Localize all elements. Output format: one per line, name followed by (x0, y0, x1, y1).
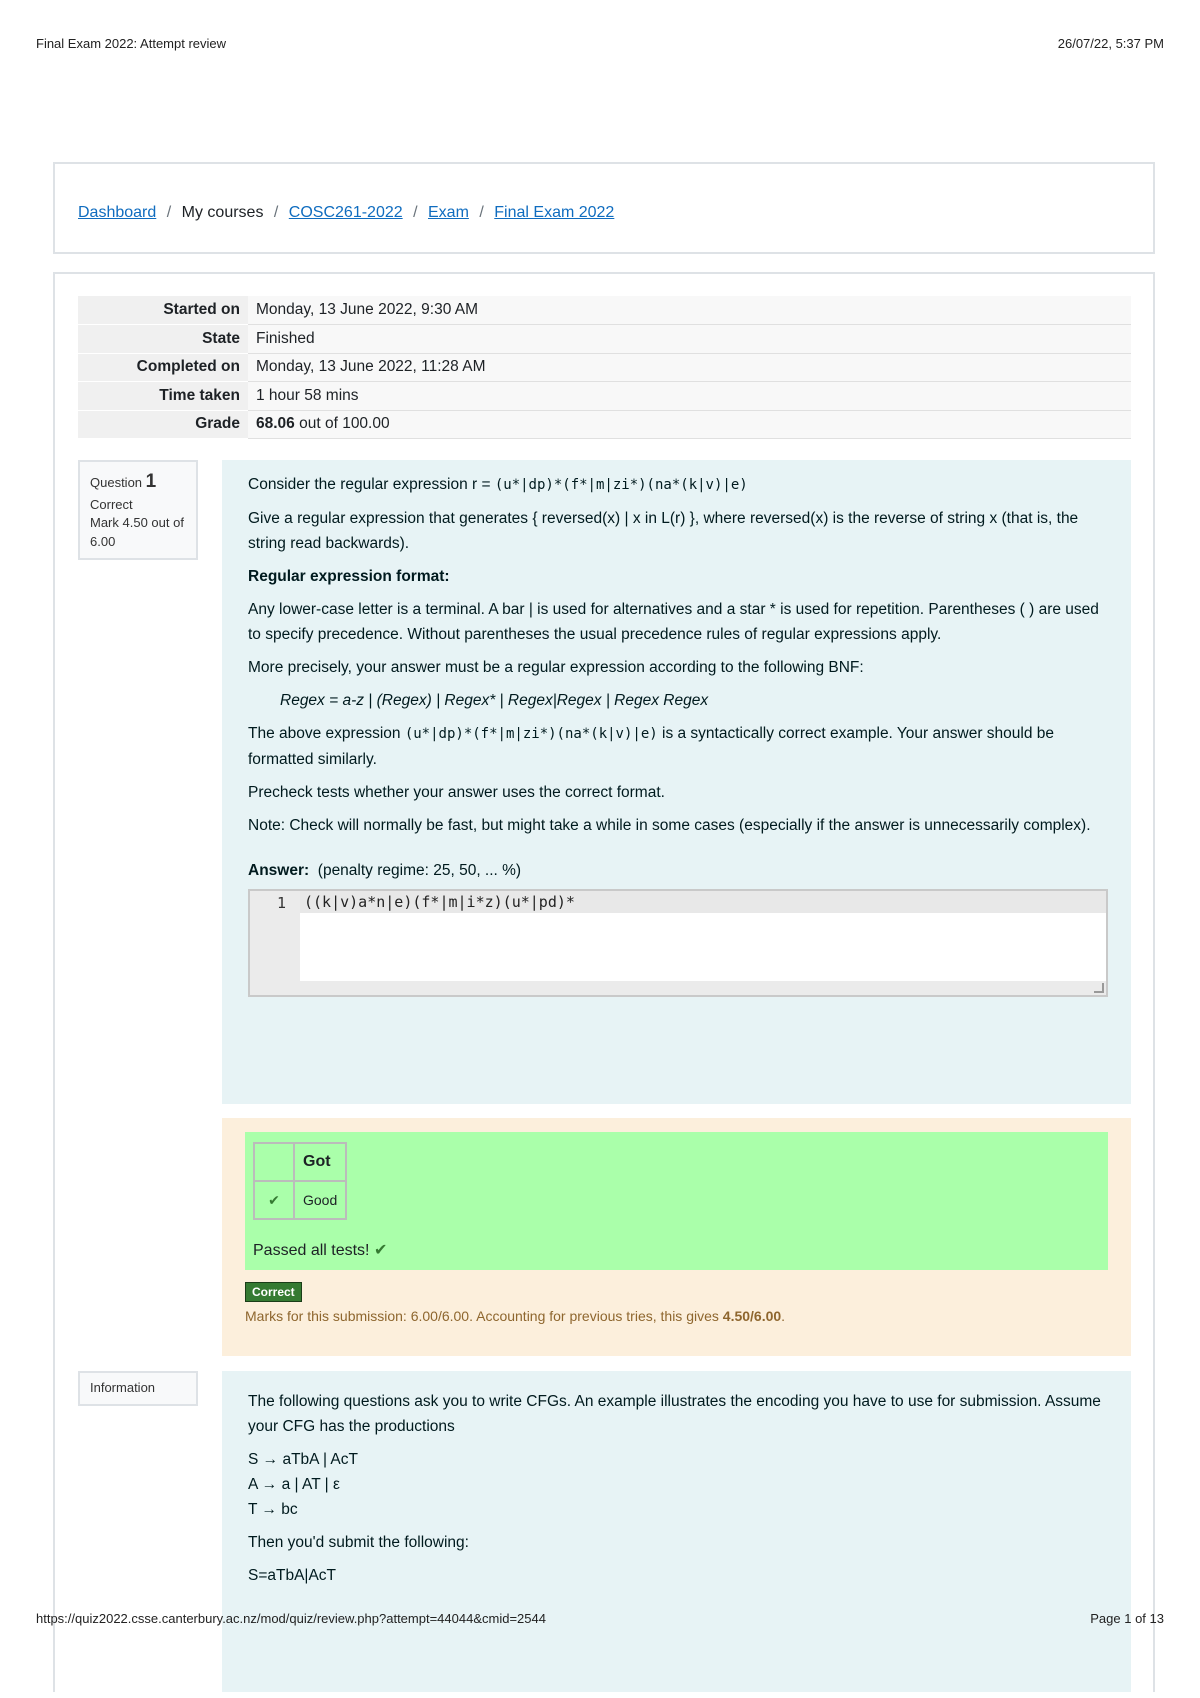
speed-note: Note: Check will normally be fast, but might take a while in some cases (especially if the answer is unnecessarily complex). (248, 817, 1091, 834)
breadcrumb (53, 162, 1155, 254)
test-results-box (245, 1132, 1108, 1270)
intro-text: Consider the regular expression r = (248, 476, 495, 493)
question-mark: Mark 4.50 out of 6.00 (90, 515, 184, 550)
summary-value: Monday, 13 June 2022, 9:30 AM (248, 296, 1131, 325)
print-header (36, 36, 1164, 51)
example-post: is a syntactically correct example. Your answer should be formatted similarly. (248, 725, 1055, 768)
information-text (222, 1371, 1131, 1692)
answer-label-row (248, 858, 1105, 883)
question-intro (248, 472, 1105, 498)
checkmark-icon: ✔ (254, 1181, 294, 1219)
print-url: https://quiz2022.csse.canterbury.ac.nz/mod/quiz/review.php?attempt=44044&cmid=2544 (36, 1611, 546, 1626)
print-footer (36, 1611, 1164, 1626)
marks-period: . (781, 1308, 786, 1324)
results-header-got: Got (294, 1143, 346, 1181)
test-results-table (253, 1142, 347, 1220)
breadcrumb-separator: / (166, 204, 172, 221)
grade-out-of: out of 100.00 (299, 415, 390, 433)
print-page-number: Page 1 of 13 (1090, 1611, 1164, 1626)
print-title: Final Exam 2022: Attempt review (36, 36, 227, 51)
breadcrumb-my-courses: My courses (181, 204, 264, 221)
print-datetime: 26/07/22, 5:37 PM (1057, 36, 1164, 51)
result-value: Good (294, 1181, 346, 1219)
question-1-info (78, 460, 198, 560)
grade-cell (248, 410, 1131, 439)
example-note (248, 721, 1105, 772)
answer-code-line[interactable]: ((k|v)a*n|e)(f*|m|i*z)(u*|pd)* (300, 891, 1106, 913)
summary-label: Started on (78, 296, 248, 325)
resize-grip-icon[interactable] (1094, 983, 1104, 993)
breadcrumb-course-link[interactable]: COSC261-2022 (288, 204, 403, 221)
summary-row (78, 353, 1131, 382)
grade-value: 68.06 (256, 415, 295, 433)
format-heading-text: Regular expression format: (248, 568, 450, 585)
summary-label: Time taken (78, 382, 248, 411)
breadcrumb-separator: / (413, 204, 418, 221)
correct-badge: Correct (245, 1282, 302, 1302)
question-task: Give a regular expression that generates { reversed(x) | x in L(r) }, where reversed(x) is the reverse of string x (that is, the string read backwards). (248, 510, 1079, 552)
passed-all-tests (253, 1240, 1100, 1260)
table-row (254, 1181, 346, 1219)
production-line: S → aTbA | AcT (248, 1451, 358, 1468)
question-1-feedback (222, 1118, 1131, 1356)
question-number (90, 468, 186, 496)
format-description: Any lower-case letter is a terminal. A bar | is used for alternatives and a star * is used for repetition. Parentheses ( ) are used to specify precedence. Without parentheses the usual precedence rules of regular expressions apply. (248, 601, 1099, 643)
summary-label: Completed on (78, 353, 248, 382)
summary-label: State (78, 325, 248, 354)
question-1-text (222, 460, 1131, 1104)
summary-row (78, 325, 1131, 354)
precheck-note: Precheck tests whether your answer uses the correct format. (248, 784, 665, 801)
grade-label: Grade (78, 410, 248, 439)
question-number-value: 1 (145, 471, 157, 492)
information-info (78, 1371, 198, 1406)
line-number: 1 (276, 894, 286, 912)
summary-value: Monday, 13 June 2022, 11:28 AM (248, 353, 1131, 382)
submission-line: S=aTbA|AcT (248, 1567, 337, 1584)
attempt-summary-table (78, 296, 1131, 439)
production-line: T → bc (248, 1501, 298, 1518)
submission-marks (245, 1308, 1108, 1324)
breadcrumb-separator: / (479, 204, 484, 221)
bnf-grammar: Regex = a-z | (Regex) | Regex* | Regex|Regex | Regex Regex (280, 692, 709, 709)
marks-text: Marks for this submission: 6.00/6.00. Accounting for previous tries, this gives (245, 1308, 723, 1324)
information-label: Information (90, 1380, 156, 1395)
breadcrumb-separator: / (273, 204, 279, 221)
breadcrumb-section-link[interactable]: Exam (428, 204, 469, 221)
question-word: Question (90, 475, 143, 490)
penalty-regime: (penalty regime: 25, 50, ... %) (317, 862, 522, 879)
horizontal-scrollbar[interactable] (250, 981, 1106, 995)
line-number-gutter (250, 891, 300, 995)
results-empty-cell (254, 1143, 294, 1181)
info-intro: The following questions ask you to write CFGs. An example illustrates the encoding you have to use for submission. Assume your CFG has the productions (248, 1393, 1101, 1435)
breadcrumb-dashboard-link[interactable]: Dashboard (78, 204, 157, 221)
production-line: A → a | AT | ε (248, 1476, 340, 1493)
example-code: (u*|dp)*(f*|m|zi*)(na*(k|v)|e) (404, 726, 658, 742)
passed-text: Passed all tests! (253, 1242, 370, 1259)
regex-code: (u*|dp)*(f*|m|zi*)(na*(k|v)|e) (494, 477, 748, 493)
marks-value: 4.50/6.00 (722, 1308, 782, 1324)
answer-label: Answer: (248, 862, 310, 879)
summary-row (78, 382, 1131, 411)
summary-row-grade (78, 410, 1131, 439)
summary-row (78, 296, 1131, 325)
attempt-review-region (53, 272, 1155, 1692)
info-submit-intro: Then you'd submit the following: (248, 1534, 469, 1551)
answer-code-editor[interactable] (248, 889, 1108, 997)
breadcrumb-quiz-link[interactable]: Final Exam 2022 (494, 204, 615, 221)
results-header-row (254, 1143, 346, 1181)
summary-value: 1 hour 58 mins (248, 382, 1131, 411)
example-pre: The above expression (248, 725, 405, 742)
question-status: Correct (90, 496, 133, 512)
summary-value: Finished (248, 325, 1131, 354)
checkmark-icon: ✔ (373, 1242, 388, 1259)
bnf-intro: More precisely, your answer must be a regular expression according to the following BNF: (248, 659, 864, 676)
format-heading (248, 564, 1105, 589)
